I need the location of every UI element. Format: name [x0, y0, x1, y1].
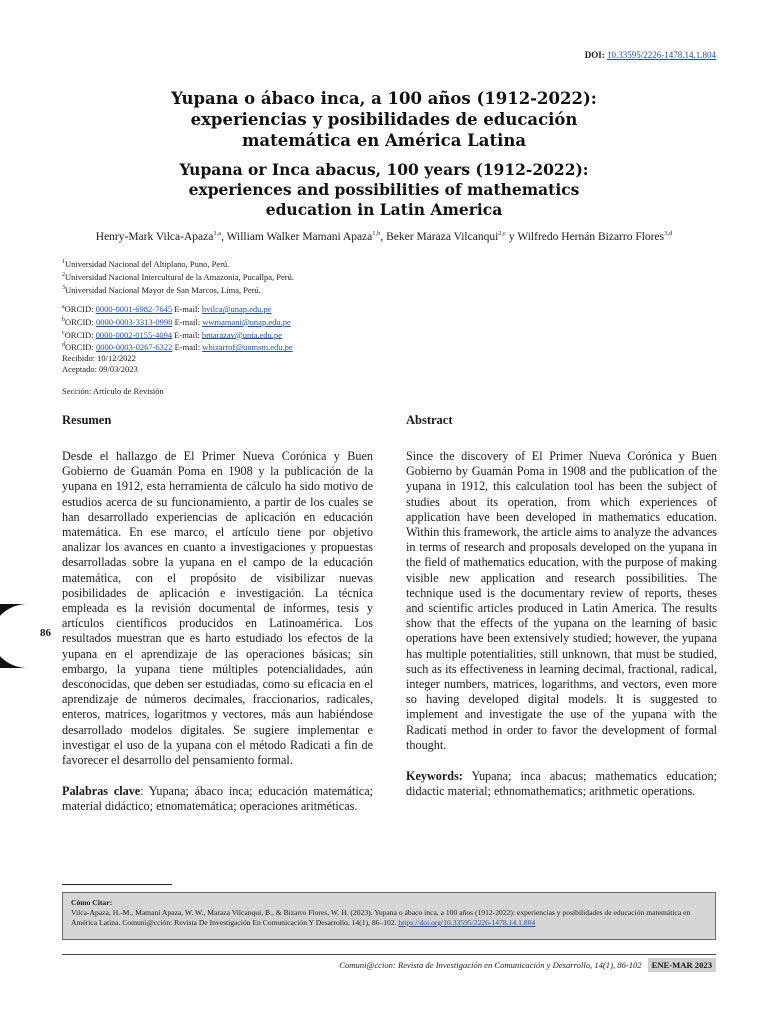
palabras-clave-text: : Yupana; ábaco inca; educación matemática; material didáctico; etnomatemática; operaciones aritméticas.: [62, 784, 374, 814]
affiliation-item: [62, 283, 294, 296]
orcid-sup: b: [62, 316, 65, 323]
orcid-sup: d: [62, 342, 65, 349]
author-sep: ,: [221, 230, 227, 243]
title-english: [60, 160, 708, 220]
keywords: [406, 769, 717, 799]
author-sep: ,: [380, 230, 387, 243]
doi-label: DOI:: [584, 50, 605, 60]
doi-line: [585, 50, 716, 60]
abstract-column: [406, 412, 717, 799]
doi-link[interactable]: 10.33595/2226-1478.14.1.804: [607, 50, 716, 60]
orcid-list: [62, 302, 293, 353]
orcid-sup: a: [62, 304, 65, 310]
orcid-item: [62, 302, 293, 315]
title-en-line: experiences and possibilities of mathematics: [188, 180, 580, 199]
orcid-label: ORCID:: [65, 342, 94, 353]
article-dates: [62, 353, 138, 375]
affiliation-sup: 1: [62, 259, 65, 265]
citation-box: [62, 892, 716, 940]
abstract-heading: Abstract: [406, 413, 453, 427]
citation-text: Vilca-Apaza, H.-M., Mamani Apaza, W. W., Maraza Vilcanqui, B., & Bizarro Flores, W. H. (2023). Yupana o ábaco inca, a 100 años (1912-2022): experiencias y posibilidades de educación matemática en América Latina. Comuni@cción: Revista De Investigación En Comunicación Y Desarrollo, 14(1), 86–102.: [71, 908, 691, 927]
orcid-item: [62, 340, 293, 353]
email-link[interactable]: wbizarrof@unmsm.edu.pe: [202, 342, 293, 353]
affiliation-text: Universidad Nacional Mayor de San Marcos, Lima, Perú.: [65, 284, 261, 295]
abstract-body: Since the discovery of El Primer Nueva Corónica y Buen Gobierno by Guamán Poma in 1908 and the publication of the yupana in 1912, this calculation tool has been the subject of studies about its operation, from which experiences of application have been developed in mathematics education. Within this framework, the article aims to analyze the advances in terms of research and proposals developed on the yupana in the field of mathematics education, with the purpose of making visible new application and research possibilities. The technique used is the documentary review of reports, theses and scientific articles produced in Latin America. The results show that the effects of the yupana on the learning of basic operations have been extensively studied; however, the yupana has multiple potentialities, still unknown, that must be studied, such as its effectiveness in learning decimal, fractional, radical, integer numbers, matrices, logarithms, and vectors, even more so having developed digital models. It is suggested to implement and investigate the use of the yupana with the Radicati method in order to favor the development of formal thought.: [406, 449, 717, 752]
affiliation-text: Universidad Nacional del Altiplano, Puno, Perú.: [65, 258, 230, 269]
orcid-label: ORCID:: [64, 329, 94, 340]
author-name: Wilfredo Hernán Bizarro Flores: [517, 230, 665, 243]
orcid-link[interactable]: 0000-0002-0155-4094: [95, 329, 173, 340]
email-label: E-mail:: [174, 342, 201, 353]
title-en-line: Yupana or Inca abacus, 100 years (1912-2022):: [179, 160, 589, 179]
title-en-line: education in Latin America: [265, 200, 503, 219]
author-sup: 1,a: [213, 230, 222, 237]
received-date: Recibido: 10/12/2022: [62, 353, 136, 363]
keywords-label: Keywords:: [406, 769, 463, 784]
resumen-heading: Resumen: [62, 413, 112, 427]
palabras-clave-label: Palabras clave: [62, 784, 141, 799]
orcid-link[interactable]: 0000-0003-0267-6322: [95, 342, 173, 353]
resumen-body: Desde el hallazgo de El Primer Nueva Corónica y Buen Gobierno de Guamán Poma en 1908 y la publicación de la yupana en 1912, esta herramienta de cálculo ha sido motivo de estudios acerca de su funcionamiento, a partir de los cuales se han desarrollado experiencias de aplicación en educación matemática. En ese marco, el artículo tiene por objetivo analizar los avances en cuanto a investigaciones y propuestas desarrolladas sobre la yupana en el campo de la educación matemática, con el propósito de visibilizar nuevas posibilidades de aplicación e investigación. La técnica empleada es la revisión documental de informes, tesis y artículos científicos producidos en Latinoamérica. Los resultados muestran que es harto estudiado los efectos de la yupana en el aprendizaje de las operaciones básicas; sin embargo, la yupana tiene múltiples potencialidades, aún desconocidas, que deben ser estudiadas, como su eficacia en el aprendizaje de números decimales, fraccionarios, radicales, enteros, matrices, logaritmos y vectores, más aun habiéndose desarrollado modelos digitales. Se sugiere implementar e investigar el uso de la yupana con el método Radicati a fin de favorecer el desarrollo del pensamiento formal.: [62, 449, 373, 768]
orcid-sup: c: [62, 329, 65, 336]
author-name: William Walker Mamani Apaza: [226, 230, 373, 243]
citation-doi-link[interactable]: https://doi.org/10.33595/2226-1478.14.1.804: [398, 918, 536, 927]
email-label: E-mail:: [174, 303, 200, 314]
footer-issue: ENE-MAR 2023: [648, 958, 716, 972]
section-label: Sección: Artículo de Revisión: [62, 386, 164, 396]
orcid-link[interactable]: 0000-0001-6982-7645: [95, 303, 173, 314]
email-link[interactable]: bmarazav@unia.edu.pe: [201, 329, 282, 340]
affiliation-text: Universidad Nacional Intercultural de la Amazonia, Pucallpa, Perú.: [65, 271, 294, 282]
citation-heading: Cómo Citar:: [71, 898, 113, 907]
palabras-clave: [62, 784, 373, 814]
affiliation-item: [62, 270, 294, 283]
orcid-item: [62, 328, 293, 341]
author-list: [60, 230, 708, 243]
author-sup: 2,c: [498, 230, 507, 237]
footnote-rule: [62, 884, 172, 885]
author-sep: y: [506, 230, 518, 243]
orcid-label: ORCID:: [65, 316, 94, 327]
email-link[interactable]: wwmamani@unap.edu.pe: [202, 316, 291, 327]
affiliations: [62, 257, 294, 295]
resumen-column: [62, 412, 373, 815]
title-spanish: [60, 88, 708, 151]
orcid-item: [62, 315, 293, 328]
affiliation-item: [62, 257, 294, 270]
title-es-line: experiencias y posibilidades de educación: [190, 110, 578, 129]
author-name: Beker Maraza Vilcanqui: [386, 230, 499, 243]
page-tab-shape: [0, 604, 60, 668]
orcid-link[interactable]: 0000-0003-3313-0998: [95, 316, 173, 327]
title-es-line: Yupana o ábaco inca, a 100 años (1912-2022):: [171, 89, 597, 108]
email-label: E-mail:: [174, 329, 200, 340]
affiliation-sup: 2: [62, 271, 65, 278]
page-footer: [339, 957, 716, 972]
title-es-line: matemática en América Latina: [241, 131, 527, 150]
email-link[interactable]: hvilca@unap.edu.pe: [201, 303, 272, 314]
footer-journal: Comuni@ccion: Revista de Investigación en Comunicación y Desarrollo, 14(1), 86-102: [339, 959, 642, 970]
orcid-label: ORCID:: [64, 303, 94, 314]
author-name: Henry-Mark Vilca-Apaza: [95, 230, 214, 243]
email-label: E-mail:: [174, 316, 201, 327]
accepted-date: Aceptado: 09/03/2023: [62, 364, 138, 374]
author-sup: 3,d: [664, 230, 673, 237]
author-sup: 1,b: [372, 230, 381, 237]
footer-divider: [62, 954, 716, 955]
page-number: 86: [40, 627, 51, 639]
keywords-text: Yupana; inca abacus; mathematics education; didactic material; ethnomathematics; arithmetic operations.: [406, 769, 717, 799]
affiliation-sup: 3: [62, 284, 65, 291]
